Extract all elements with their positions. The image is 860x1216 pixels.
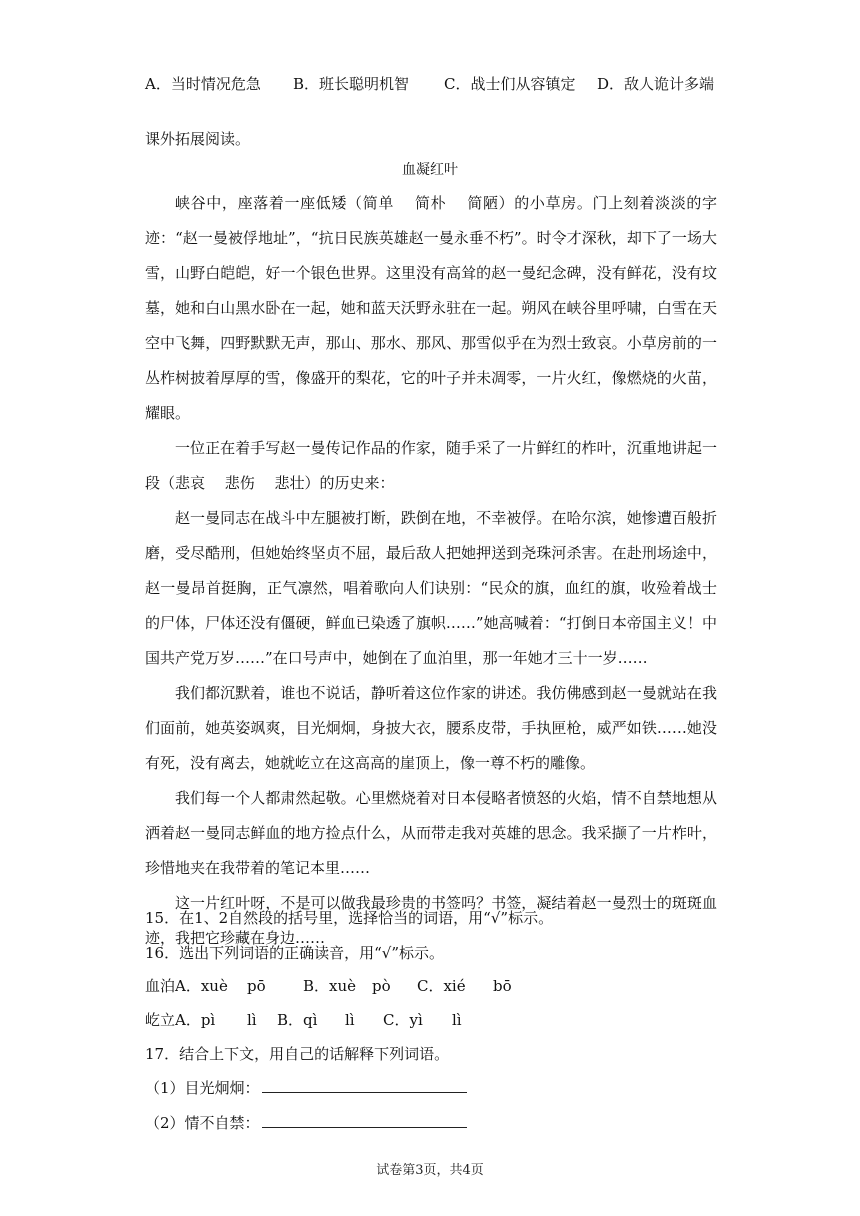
- option-d: D．敌人诡计多端: [597, 75, 715, 93]
- pinyin-option: lì: [452, 1011, 462, 1029]
- options-row: [0, 74, 715, 94]
- paragraph-4: 我们都沉默着，谁也不说话，静听着这位作家的讲述。我仿佛感到赵一曼就站在我们面前，她英姿飒爽，目光炯炯，身披大衣，腰系皮带，手执匣枪，威严如铁……她没有死，没有离去，她就屹立在这高高的崖顶上，像一尊不朽的雕像。: [145, 684, 717, 772]
- paragraph-1: 峡谷中，座落着一座低矮（简单 简朴 简陋）的小草房。门上刻着淡淡的字迹：“赵一曼被俘地址”，“抗日民族英雄赵一曼永垂不朽”。时令才深秋，却下了一场大雪，山野白皑皑，好一个银色世界。这里没有高耸的赵一曼纪念碑，没有鲜花，没有坟墓，她和白山黑水卧在一起，她和蓝天沃野永驻在一起。朔风在峡谷里呼啸，白雪在天空中飞舞，四野默默无声，那山、那水、那风、那雪似乎在为烈士致哀。小草房前的一丛柞树披着厚厚的雪，像盛开的梨花，它的叶子并未凋零，一片火红，像燃烧的火苗，耀眼。: [145, 194, 717, 422]
- question-17-item-1: [145, 1078, 467, 1098]
- paragraph-6: 这一片红叶呀，不是可以做我最珍贵的书签吗？书签，凝结着赵一曼烈士的斑斑血迹，我把它珍藏在身边……: [145, 894, 717, 947]
- answer-blank[interactable]: [262, 1113, 467, 1128]
- paragraph-2: 一位正在着手写赵一曼传记作品的作家，随手采了一片鲜红的柞叶，沉重地讲起一段（悲哀 悲伤 悲壮）的历史来：: [145, 439, 717, 492]
- option-b: B．班长聪明机智: [293, 75, 410, 93]
- question-17: 17．结合上下文，用自己的话解释下列词语。: [145, 1045, 450, 1063]
- paragraph-5: 我们每一个人都肃然起敬。心里燃烧着对日本侵略者愤怒的火焰，情不自禁地想从洒着赵一曼同志鲜血的地方捡点什么，从而带走我对英雄的思念。我采撷了一片柞叶，珍惜地夹在我带着的笔记本里……: [145, 789, 717, 877]
- pinyin-option: 血泊A．xuè: [145, 977, 228, 995]
- question-16: 16．选出下列词语的正确读音，用“√”标示。: [145, 944, 444, 962]
- pinyin-option: B．qì: [277, 1011, 318, 1029]
- pinyin-option: B．xuè: [303, 977, 357, 995]
- pinyin-option: lì: [345, 1011, 355, 1029]
- question-15: 15．在1、2自然段的括号里，选择恰当的词语，用“√”标示。: [145, 909, 554, 927]
- question-16-row-2: [0, 1010, 600, 1030]
- pinyin-option: C．yì: [383, 1011, 423, 1029]
- option-a: A．当时情况危急: [145, 75, 261, 93]
- question-16-row-1: [0, 976, 600, 996]
- page-footer: 试卷第3页，共4页: [376, 1163, 484, 1178]
- pinyin-option: pō: [247, 977, 266, 995]
- answer-blank[interactable]: [262, 1078, 467, 1093]
- pinyin-option: bō: [493, 977, 512, 995]
- article-body: [145, 186, 717, 956]
- option-c: C．战士们从容镇定: [444, 75, 576, 93]
- pinyin-option: C．xié: [417, 977, 466, 995]
- item-label: （2）情不自禁：: [145, 1114, 260, 1132]
- article-title: 血凝红叶: [402, 162, 458, 178]
- pinyin-option: pò: [372, 977, 391, 995]
- paragraph-3: 赵一曼同志在战斗中左腿被打断，跌倒在地，不幸被俘。在哈尔滨，她惨遭百般折磨，受尽酷刑，但她始终坚贞不屈，最后敌人把她押送到尧珠河杀害。在赴刑场途中，赵一曼昂首挺胸，正气凛然，唱着歌向人们诀别：“民众的旗，血红的旗，收殓着战士的尸体，尸体还没有僵硬，鲜血已染透了旗帜……”她高喊着：“打倒日本帝国主义！中国共产党万岁……”在口号声中，她倒在了血泊里，那一年她才三十一岁……: [145, 509, 717, 667]
- item-label: （1）目光炯炯：: [145, 1079, 260, 1097]
- pinyin-option: 屹立A．pì: [145, 1011, 216, 1029]
- pinyin-option: lì: [247, 1011, 257, 1029]
- question-17-item-2: [145, 1113, 467, 1133]
- section-intro: 课外拓展阅读。: [145, 130, 251, 148]
